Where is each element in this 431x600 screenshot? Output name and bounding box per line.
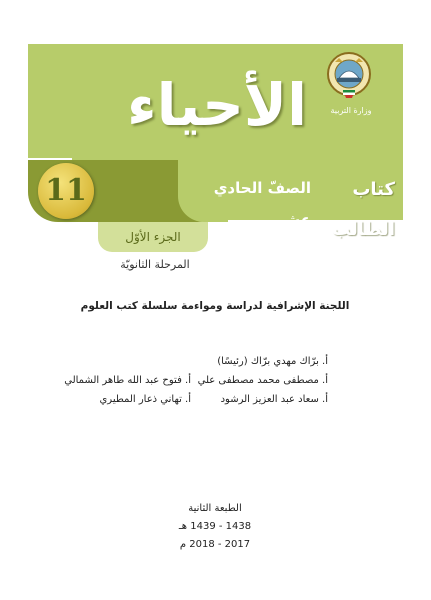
book-title: الأحياء: [127, 71, 307, 139]
edition-label: الطبعة الثانية: [188, 503, 242, 514]
committee-member: أ. فتوح عبد الله طاهر الشمالي: [64, 375, 191, 386]
committee-member: أ. تهاني ذعار المطيري: [99, 394, 191, 405]
committee-member: أ. مصطفى محمد مصطفى علي: [197, 375, 328, 386]
ministry-name: وزارة التربية: [330, 106, 372, 115]
committee-member: أ. برّاك مهدي برّاك (رئيسًا): [217, 356, 328, 367]
grade-number: 11: [45, 173, 87, 208]
committee-heading: اللجنة الإشرافية لدراسة ومواءمة سلسلة كتب العلوم: [80, 300, 350, 312]
grade-label: الصفّ الحادي عشر: [213, 179, 311, 229]
ministry-emblem-icon: [325, 50, 373, 102]
edition-hijri-years: 1438 - 1439 هـ: [178, 521, 252, 532]
part-label: الجزء الأوّل: [125, 230, 181, 244]
stage-label: المرحلة الثانويّة: [120, 258, 190, 271]
edition-gregorian-years: 2017 - 2018 م: [179, 539, 251, 550]
committee-member: أ. سعاد عبد العزيز الرشود: [220, 394, 328, 405]
book-type-label: كتاب الطالب: [331, 179, 395, 240]
